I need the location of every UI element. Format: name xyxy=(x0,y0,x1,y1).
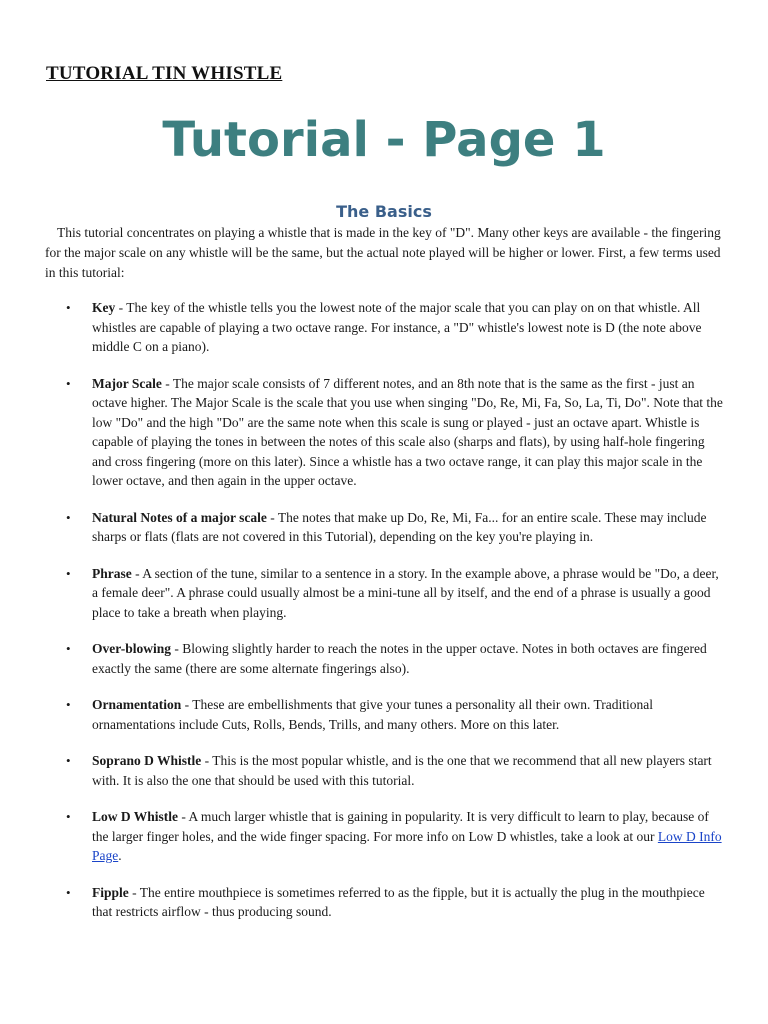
bullet-glyph: • xyxy=(66,884,71,900)
term-name: Ornamentation xyxy=(92,697,182,712)
term-definition: This is the most popular whistle, and is the one that we recommend that all new players start with. It is also the one that should be used with this tutorial. xyxy=(92,753,712,788)
term-definition-end: . xyxy=(118,848,122,863)
term-major-scale xyxy=(45,374,727,491)
term-separator: - xyxy=(178,809,189,824)
bullet-glyph: • xyxy=(66,375,71,391)
bullet-glyph: • xyxy=(66,809,71,824)
term-soprano-d-whistle xyxy=(45,751,727,790)
term-separator: - xyxy=(128,884,140,900)
term-definition: A much larger whistle that is gaining in popularity. It is very difficult to learn to play, because of the larger finger holes, and the wide finger spacing. For more info on Low D whistles, take a look at our xyxy=(92,809,709,844)
term-name: Key xyxy=(92,300,116,315)
term-fipple xyxy=(45,883,727,922)
bullet-glyph: • xyxy=(66,565,71,581)
term-phrase xyxy=(45,564,727,623)
term-name: Over-blowing xyxy=(92,641,171,656)
term-definition: The entire mouthpiece is sometimes referred to as the fipple, but it is actually the plug in the mouthpiece that restricts airflow - thus producing sound. xyxy=(92,884,705,919)
term-name: Fipple xyxy=(92,884,129,900)
term-name: Phrase xyxy=(92,565,132,581)
bullet-glyph: • xyxy=(66,509,71,525)
term-over-blowing xyxy=(45,639,727,678)
term-ornamentation xyxy=(45,695,727,734)
term-separator: - xyxy=(201,753,213,768)
term-separator: - xyxy=(131,565,143,581)
term-separator: - xyxy=(266,509,278,525)
term-separator: - xyxy=(181,697,193,712)
term-definition: These are embellishments that give your tunes a personality all their own. Traditional ornamentations include Cuts, Rolls, Bends, Trills, and many others. More on this later. xyxy=(92,697,654,732)
term-separator: - xyxy=(171,641,183,656)
bullet-glyph: • xyxy=(66,641,71,656)
term-low-d-whistle xyxy=(45,807,727,866)
bullet-glyph: • xyxy=(66,697,71,712)
document-header: TUTORIAL TIN WHISTLE xyxy=(46,63,283,84)
term-name: Low D Whistle xyxy=(92,809,179,824)
term-name: Soprano D Whistle xyxy=(92,753,202,768)
term-separator: - xyxy=(115,300,127,315)
term-key xyxy=(45,298,727,357)
term-definition: Blowing slightly harder to reach the notes in the upper octave. Notes in both octaves are fingered exactly the same (there are some alternate fingerings also). xyxy=(92,641,707,676)
bullet-glyph: • xyxy=(66,753,71,768)
term-definition: The key of the whistle tells you the lowest note of the major scale that you can play on on that whistle. All whistles are capable of playing a two octave range. For instance, a "D" whistle's lowest note is D (the note above middle C on a piano). xyxy=(92,300,702,354)
terms-list xyxy=(45,298,727,939)
term-definition: The major scale consists of 7 different notes, and an 8th note that is the same as the first - just an octave higher. The Major Scale is the scale that you use when singing "Do, Re, Mi, Fa, So, La, Ti, Do". Note that the low "Do" and the high "Do" are the same note when this scale is sung or played - just an octave apart. Whistle is capable of playing the tones in between the notes of this scale also (sharps and flats), by using half-hole fingering and cross fingering (more on this later). Since a whistle has a two octave range, it can play this major scale in the lower octave, and then again in the upper octave. xyxy=(92,375,723,488)
term-definition: A section of the tune, similar to a sentence in a story. In the example above, a phrase would be "Do, a deer, a female deer". A phrase could usually almost be a mini-tune all by itself, and the end of a phrase is usually a good place to take a breath when playing. xyxy=(92,565,719,620)
term-separator: - xyxy=(161,375,173,391)
section-title: The Basics xyxy=(336,202,432,221)
bullet-glyph: • xyxy=(66,300,71,315)
term-name: Major Scale xyxy=(92,375,162,391)
page-title: Tutorial - Page 1 xyxy=(162,112,606,168)
intro-paragraph: This tutorial concentrates on playing a whistle that is made in the key of "D". Many other keys are available - the fingering for the major scale on any whistle will be the same, but the actual note played will be higher or lower. First, a few terms used in this tutorial: xyxy=(45,225,721,280)
term-definition: The notes that make up Do, Re, Mi, Fa... for an entire scale. These may include sharps or flats (flats are not covered in this Tutorial), depending on the key you're playing in. xyxy=(92,509,707,544)
term-name: Natural Notes of a major scale xyxy=(92,509,267,525)
term-natural-notes xyxy=(45,508,727,547)
low-d-info-page-link[interactable]: Low D Info Page xyxy=(92,828,722,863)
